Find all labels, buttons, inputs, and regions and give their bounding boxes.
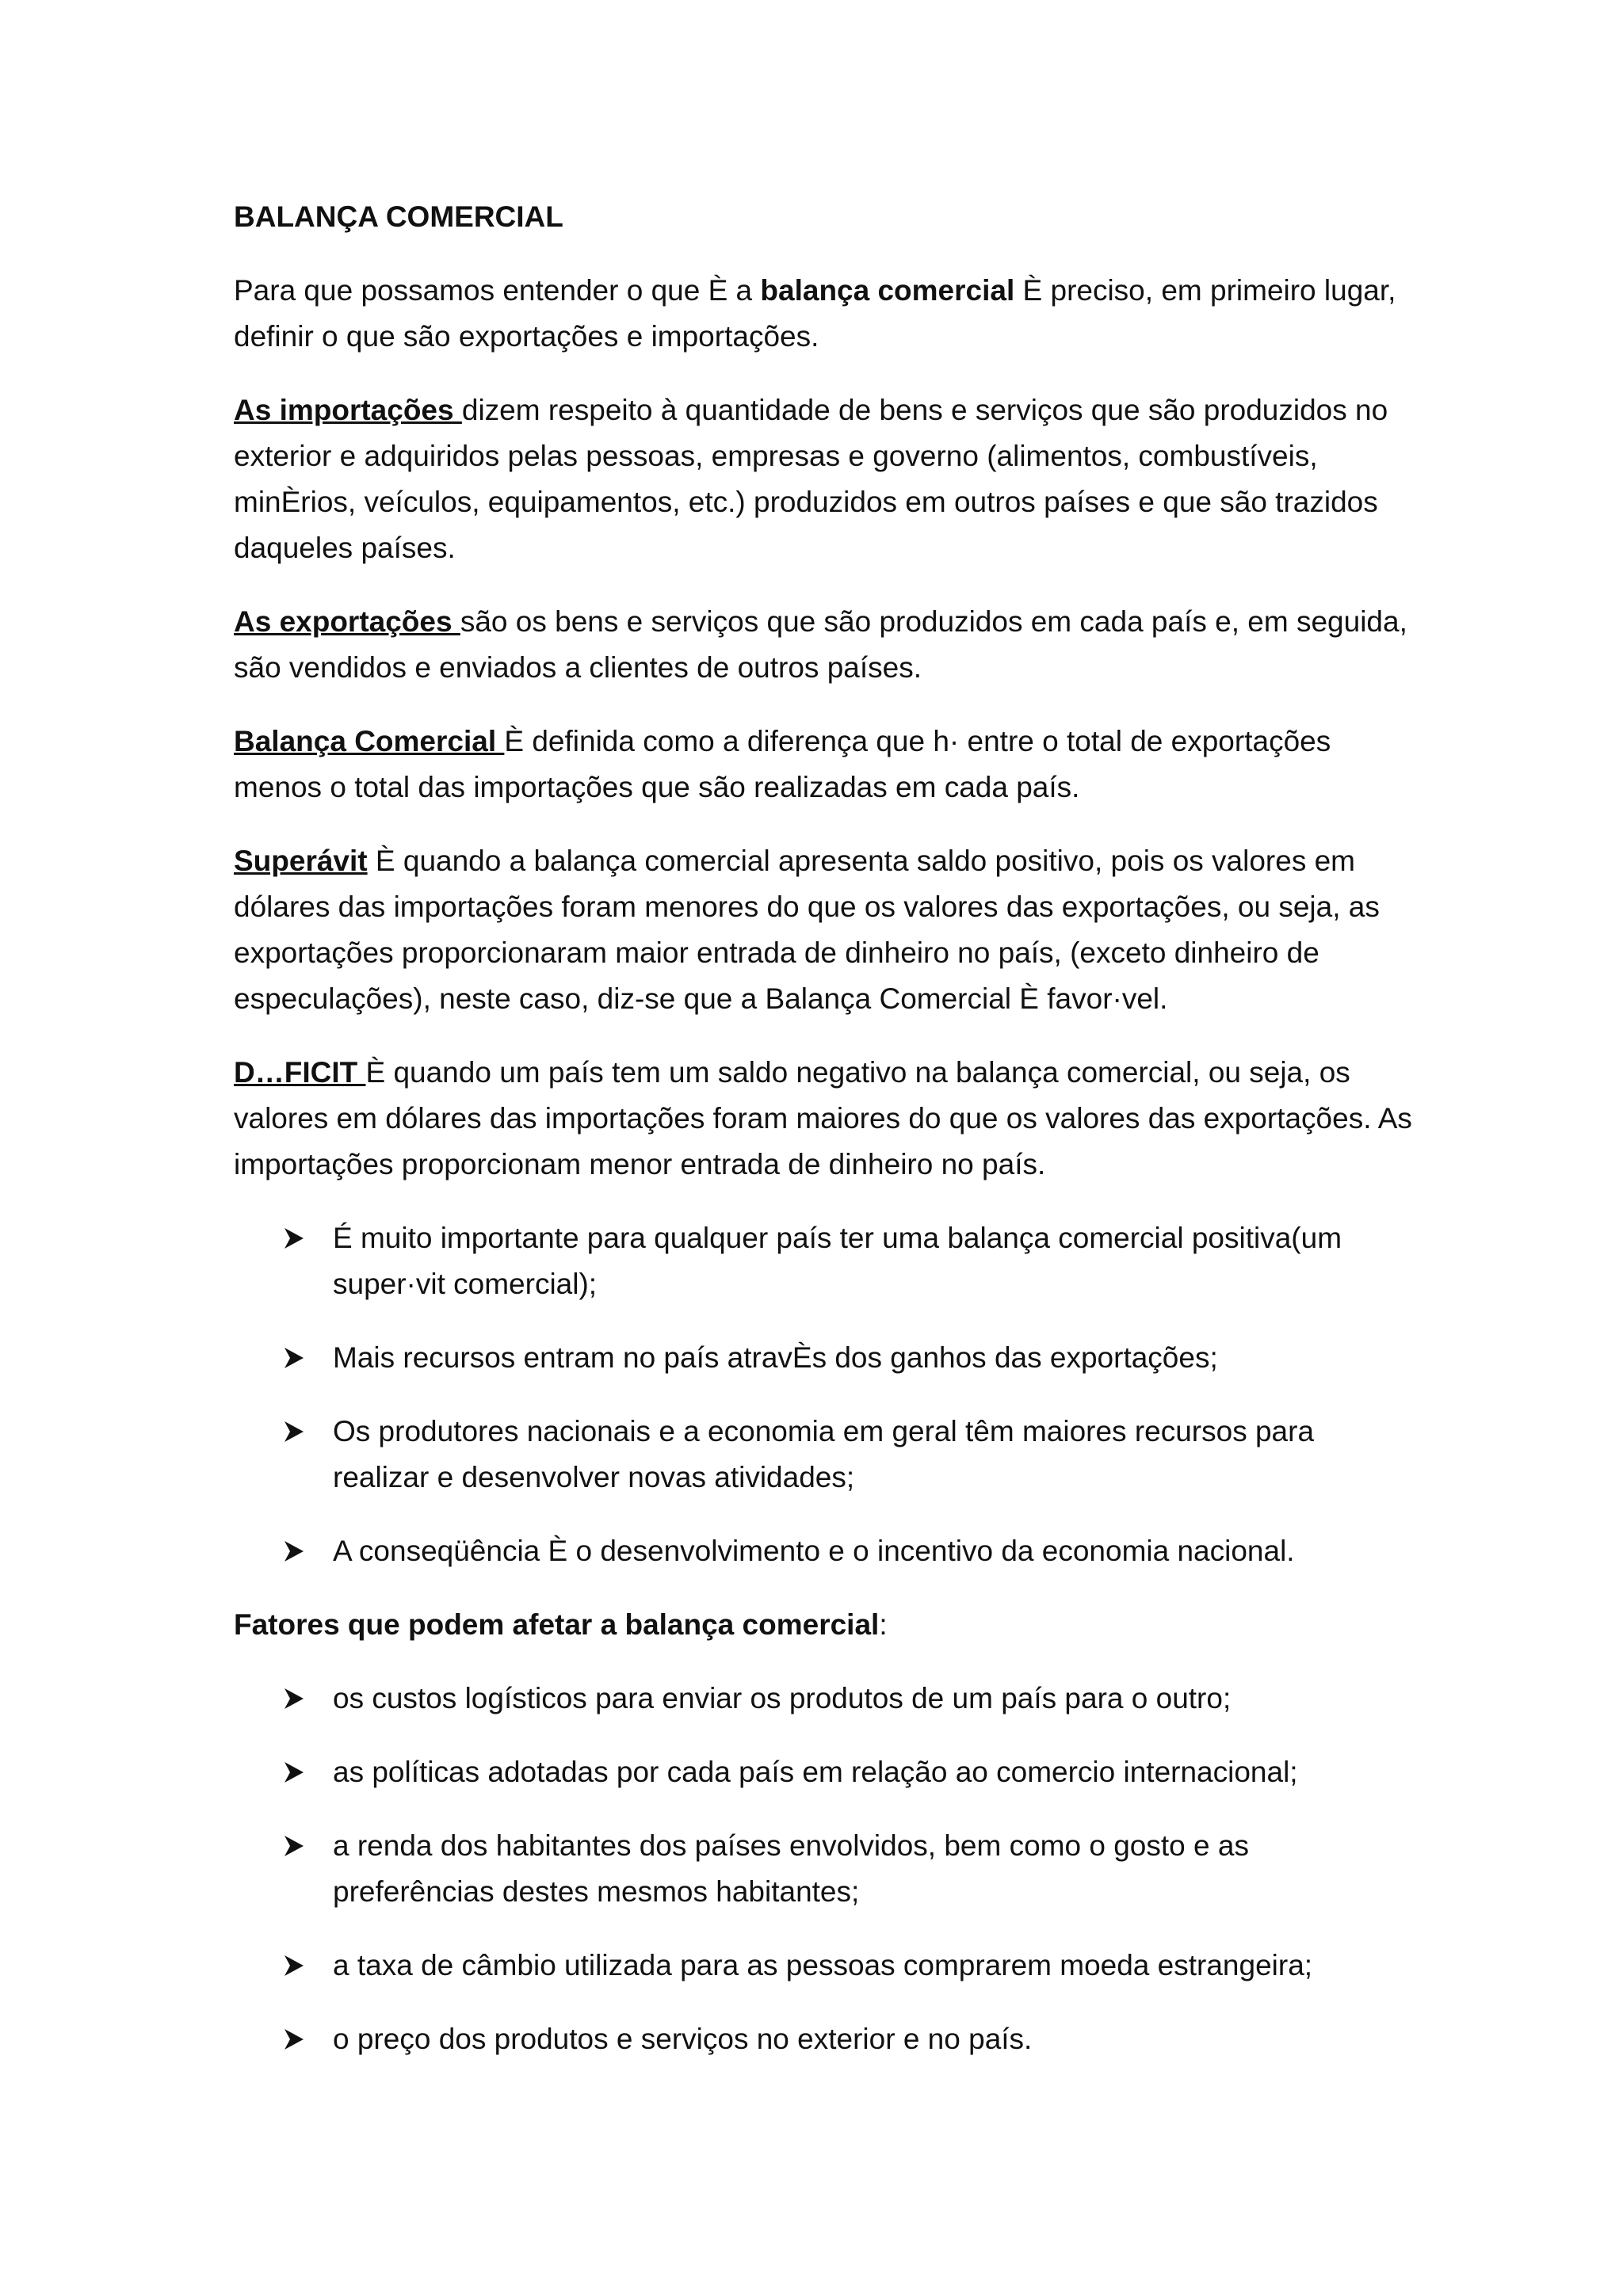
list-item <box>234 1823 1415 1915</box>
list-item <box>234 1528 1415 1574</box>
exportacoes-text: são os bens e serviços que são produzidos em cada país e, em seguida, são vendidos e enviados a clientes de outros países. <box>234 605 1407 684</box>
intro-text-pre: Para que possamos entender o que È a <box>234 274 761 307</box>
arrowhead-bullet-icon <box>283 1749 315 1795</box>
list-item <box>234 1943 1415 1989</box>
superavit-paragraph <box>234 838 1415 1022</box>
arrowhead-bullet-icon <box>283 1676 315 1722</box>
document-body <box>234 194 1415 2090</box>
arrowhead-bullet-icon <box>283 1528 315 1574</box>
balanca-text: È definida como a diferença que h· entre o total de exportações menos o total das importações que são realizadas em cada país. <box>234 725 1331 803</box>
list-item-text: os custos logísticos para enviar os produtos de um país para o outro; <box>333 1682 1232 1714</box>
list-item-text: a taxa de câmbio utilizada para as pessoas comprarem moeda estrangeira; <box>333 1949 1313 1981</box>
arrowhead-bullet-icon <box>283 1823 315 1869</box>
list-item <box>234 1409 1415 1501</box>
importacoes-paragraph <box>234 387 1415 571</box>
page-title: BALANÇA COMERCIAL <box>234 200 563 233</box>
superavit-term: Superávit <box>234 845 368 877</box>
bullet-list-consequences <box>234 1215 1415 1574</box>
list-item <box>234 1749 1415 1795</box>
arrowhead-bullet-icon <box>283 1215 315 1261</box>
deficit-paragraph <box>234 1050 1415 1188</box>
bullet-list-factors <box>234 1676 1415 2062</box>
list-item <box>234 1676 1415 1722</box>
balanca-term: Balança Comercial <box>234 725 505 757</box>
exportacoes-term: As exportações <box>234 605 460 638</box>
deficit-text: È quando um país tem um saldo negativo na balança comercial, ou seja, os valores em dólares das importações foram maiores do que os valores das exportações. As importações proporcionam menor entrada de dinheiro no país. <box>234 1056 1412 1180</box>
list-item-text: a renda dos habitantes dos países envolvidos, bem como o gosto e as preferências destes mesmos habitantes; <box>333 1829 1249 1908</box>
list-item-text: as políticas adotadas por cada país em relação ao comercio internacional; <box>333 1756 1298 1788</box>
intro-text-post: È preciso, em primeiro lugar, definir o que são exportações e importações. <box>234 274 1396 353</box>
list-item-text: É muito importante para qualquer país ter uma balança comercial positiva(um super·vit comercial); <box>333 1222 1342 1300</box>
superavit-text: È quando a balança comercial apresenta saldo positivo, pois os valores em dólares das importações foram menores do que os valores das exportações, ou seja, as exportações proporcionaram maior entrada de dinheiro no país, (exceto dinheiro de especulações), neste caso, diz-se que a Balança Comercial È favor·vel. <box>234 845 1380 1015</box>
arrowhead-bullet-icon <box>283 1943 315 1989</box>
list-item <box>234 2016 1415 2062</box>
importacoes-term: As importações <box>234 394 462 426</box>
deficit-term: D…FICIT <box>234 1056 366 1089</box>
exportacoes-paragraph <box>234 599 1415 691</box>
balanca-paragraph <box>234 719 1415 810</box>
fatores-heading <box>234 1602 1415 1648</box>
list-item <box>234 1335 1415 1381</box>
arrowhead-bullet-icon <box>283 1335 315 1381</box>
fatores-bold: Fatores que podem afetar a balança comercial <box>234 1608 880 1641</box>
list-item <box>234 1215 1415 1307</box>
fatores-post: : <box>879 1608 888 1641</box>
arrowhead-bullet-icon <box>283 2016 315 2062</box>
list-item-text: Mais recursos entram no país atravÈs dos ganhos das exportações; <box>333 1341 1218 1374</box>
arrowhead-bullet-icon <box>283 1409 315 1455</box>
intro-bold-term: balança comercial <box>760 274 1015 307</box>
list-item-text: Os produtores nacionais e a economia em geral têm maiores recursos para realizar e desenvolver novas atividades; <box>333 1415 1315 1493</box>
intro-paragraph <box>234 268 1415 360</box>
list-item-text: A conseqüência È o desenvolvimento e o incentivo da economia nacional. <box>333 1535 1295 1567</box>
importacoes-text: dizem respeito à quantidade de bens e serviços que são produzidos no exterior e adquiridos pelas pessoas, empresas e governo (alimentos, combustíveis, minÈrios, veículos, equipamentos, etc.) produzidos em outros países e que são trazidos daqueles países. <box>234 394 1388 564</box>
list-item-text: o preço dos produtos e serviços no exterior e no país. <box>333 2023 1033 2055</box>
